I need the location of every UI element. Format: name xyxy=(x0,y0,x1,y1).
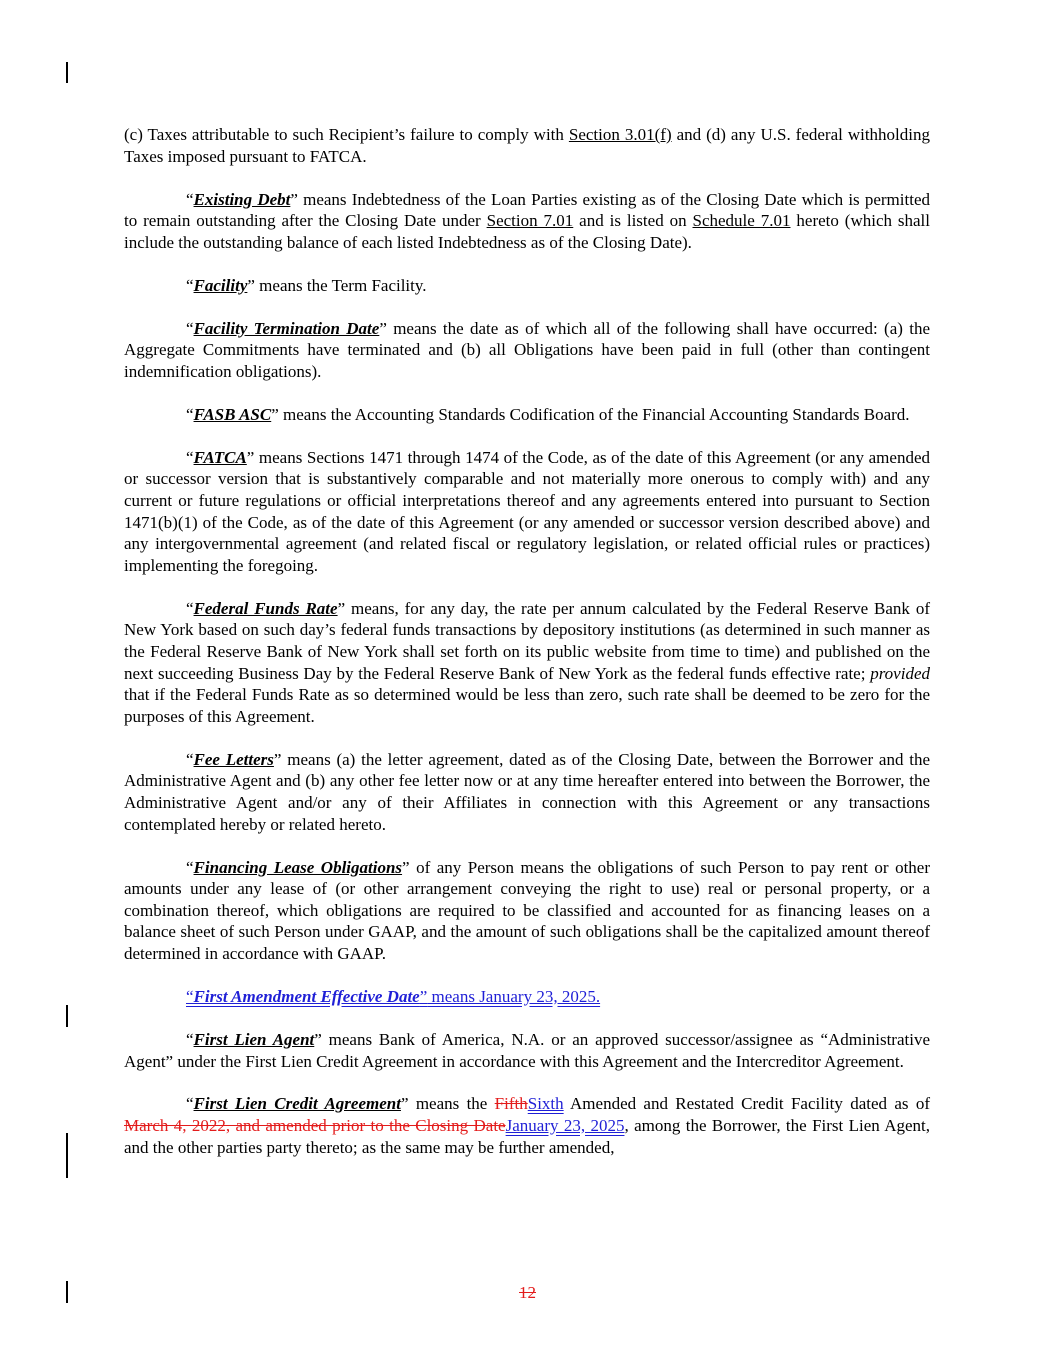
quote: ” xyxy=(379,318,387,338)
text: (c) Taxes attributable to such Recipient’s failure to comply with xyxy=(124,125,569,144)
italic-text: provided xyxy=(870,663,930,683)
defined-term: Federal Funds Rate xyxy=(193,598,338,618)
quote: ” xyxy=(247,275,255,295)
quote: “ xyxy=(186,447,194,467)
defined-term: FATCA xyxy=(193,447,247,467)
definition-financing-lease-obligations xyxy=(124,857,930,965)
quote: “ xyxy=(186,318,194,338)
inserted-text xyxy=(186,987,600,1006)
text: means (a) the letter agreement, dated as of the Closing Date, between the Borrower and the Administrative Agent and (b) any other fee letter now or at any time hereafter entered into between the Borrower, the Administrative Agent and/or any of their Affiliates in connection with this Agreement or any transactions contemplated hereby or related hereto. xyxy=(124,749,930,834)
quote: ” xyxy=(290,189,298,209)
definition-first-lien-credit-agreement xyxy=(124,1093,930,1158)
deleted-page-number: 12 xyxy=(519,1283,536,1302)
page-number xyxy=(0,1283,1055,1303)
section-reference[interactable]: Section 3.01(f) xyxy=(568,125,672,144)
text: means, for any day, the rate per annum calculated by the Federal Reserve Bank of New York based on such day’s federal funds transactions by depository institutions (as determined in such manner as the Federal Reserve Bank of New York shall set forth on its public website from time to time) and published on the next succeeding Business Day by the Federal Reserve Bank of New York as the federal funds effective rate; xyxy=(124,598,930,683)
definition-facility-termination-date xyxy=(124,318,930,383)
quote: “ xyxy=(186,1029,194,1049)
definition-federal-funds-rate xyxy=(124,598,930,728)
change-bar xyxy=(66,1005,68,1027)
quote: “ xyxy=(186,986,194,1006)
text: means January 23, 2025. xyxy=(427,986,601,1006)
inserted-text: Sixth xyxy=(527,1094,564,1114)
quote: ” xyxy=(314,1029,322,1049)
text: means the Accounting Standards Codification of the Financial Accounting Standards Board. xyxy=(278,404,910,424)
defined-term: Facility Termination Date xyxy=(193,318,380,338)
text: means Indebtedness of the Loan Parties existing as of the Closing Date which is permitted to remain outstanding after the Closing Date under xyxy=(124,189,930,231)
defined-term: First Lien Credit Agreement xyxy=(193,1094,401,1114)
text: Amended and Restated Credit Facility dated as of xyxy=(563,1094,931,1114)
quote: ” xyxy=(271,404,279,424)
document-page xyxy=(124,124,930,1180)
intro-paragraph xyxy=(124,124,930,167)
definition-facility xyxy=(124,275,930,297)
quote: ” xyxy=(337,598,346,618)
definition-fee-letters xyxy=(124,749,930,835)
definition-fasb-asc xyxy=(124,404,930,426)
quote: “ xyxy=(186,598,194,618)
text: means Bank of America, N.A. or an approved successor/assignee as “Administrative Agent” under the First Lien Credit Agreement in accordance with this Agreement and the Intercreditor Agreement. xyxy=(124,1029,930,1071)
defined-term: Facility xyxy=(193,275,248,295)
defined-term: First Amendment Effective Date xyxy=(193,986,420,1006)
quote: “ xyxy=(186,857,194,877)
text: means Sections 1471 through 1474 of the Code, as of the date of this Agreement (or any amended or successor version that is substantively comparable and not materially more onerous to comply with) and any current or future regulations or official interpretations thereof and any agreements entered into pursuant to Section 1471(b)(1) of the Code, as of the date of this Agreement (or any amended or successor version described above) and any intergovernmental agreement (and related fiscal or regulatory legislation, or related official rules or practices) implementing the foregoing. xyxy=(124,447,930,575)
text: and is listed on xyxy=(573,211,693,231)
quote: ” xyxy=(246,447,255,467)
text: means the date as of which all of the following shall have occurred: (a) the Aggregate Commitments have terminated and (b) all Obligations have been paid in full (other than contingent indemnification obligations). xyxy=(124,318,930,381)
quote: “ xyxy=(186,749,194,769)
defined-term: Existing Debt xyxy=(193,189,291,209)
definition-first-lien-agent xyxy=(124,1029,930,1072)
change-bar xyxy=(66,1133,68,1178)
deleted-text: March 4, 2022, and amended prior to the Closing Date xyxy=(124,1116,506,1136)
text: and (d) any U.S. federal withholding Taxes imposed pursuant to FATCA. xyxy=(124,125,931,166)
change-bar xyxy=(66,62,68,83)
defined-term: Financing Lease Obligations xyxy=(193,857,403,877)
text: hereto (which shall include the outstanding balance of each listed Indebtedness as of the Closing Date). xyxy=(124,211,931,252)
inserted-text: January 23, 2025 xyxy=(505,1116,625,1136)
section-reference[interactable]: Section 7.01 xyxy=(486,211,574,231)
quote: ” xyxy=(402,857,410,877)
text: , among the Borrower, the First Lien Agent, and the other parties party thereto; as the same may be further amended, xyxy=(124,1116,930,1157)
defined-term: FASB ASC xyxy=(193,404,272,424)
quote: ” xyxy=(400,1094,409,1114)
quote: ” xyxy=(273,749,282,769)
text: means the Term Facility. xyxy=(254,275,427,295)
definition-fatca xyxy=(124,447,930,577)
quote: “ xyxy=(186,404,194,424)
deleted-text: Fifth xyxy=(494,1094,528,1114)
text: means the xyxy=(408,1094,495,1114)
schedule-reference[interactable]: Schedule 7.01 xyxy=(692,211,791,231)
quote: “ xyxy=(186,189,194,209)
text: that if the Federal Funds Rate as so determined would be less than zero, such rate shall be deemed to be zero for the purposes of this Agreement. xyxy=(124,685,930,726)
quote: “ xyxy=(186,275,194,295)
definition-first-amendment-effective-date xyxy=(124,986,930,1008)
defined-term: Fee Letters xyxy=(193,749,274,769)
definition-existing-debt xyxy=(124,189,930,254)
quote: ” xyxy=(419,986,428,1006)
quote: “ xyxy=(186,1094,194,1114)
defined-term: First Lien Agent xyxy=(193,1029,315,1049)
text: of any Person means the obligations of such Person to pay rent or other amounts under any lease of (or other arrangement conveying the right to use) real or personal property, or a combination thereof, which obligations are required to be classified and accounted for as financing leases on a balance sheet of such Person under GAAP, and the amount of such obligations shall be the capitalized amount thereof determined in accordance with GAAP. xyxy=(124,857,930,963)
